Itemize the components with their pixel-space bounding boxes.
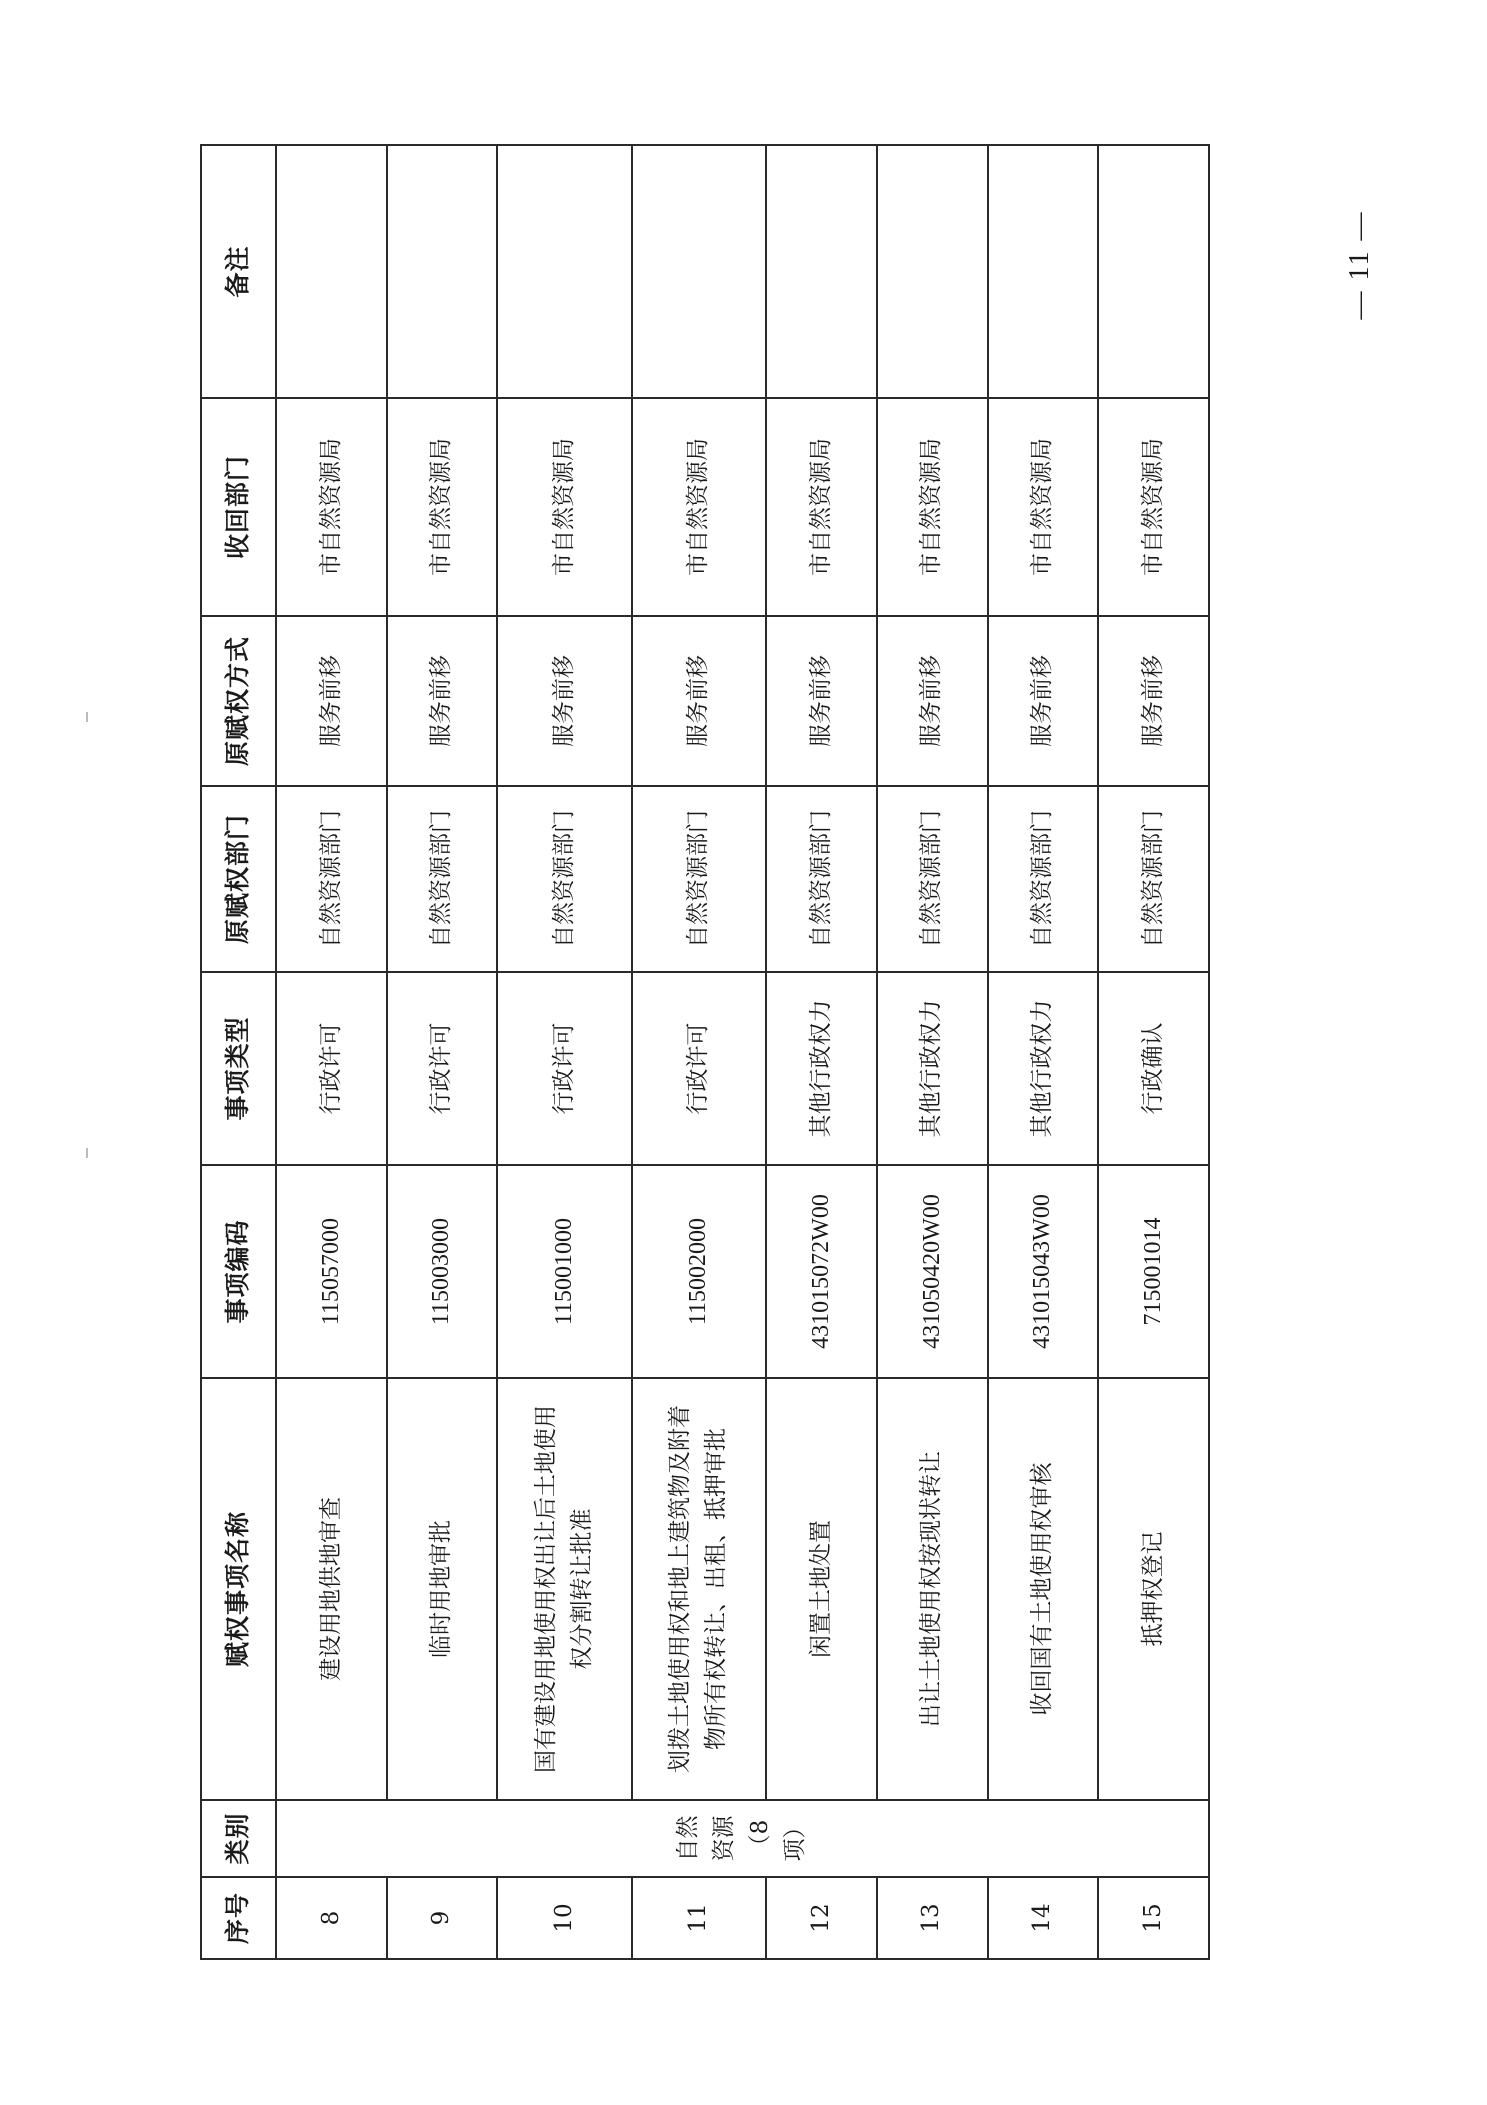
cell-orig-method: 服务前移 [988, 616, 1099, 786]
cell-recall-dept: 市自然资源局 [988, 398, 1099, 616]
header-orig-dept: 原赋权部门 [201, 786, 276, 972]
cell-recall-dept: 市自然资源局 [766, 398, 877, 616]
cell-recall-dept: 市自然资源局 [632, 398, 766, 616]
cell-remark [988, 145, 1099, 398]
cell-recall-dept: 市自然资源局 [877, 398, 988, 616]
cell-name: 闲置土地处置 [766, 1378, 877, 1800]
cell-code: 115001000 [497, 1165, 631, 1378]
cell-recall-dept: 市自然资源局 [497, 398, 631, 616]
cell-remark [497, 145, 631, 398]
table-row [1098, 145, 1209, 1959]
cell-name: 国有建设用地使用权出让后土地使用权分割转让批准 [497, 1378, 631, 1800]
cell-orig-method: 服务前移 [1098, 616, 1209, 786]
cell-orig-dept: 自然资源部门 [877, 786, 988, 972]
cell-recall-dept: 市自然资源局 [387, 398, 498, 616]
cell-seq: 9 [387, 1877, 498, 1959]
scan-artifact [86, 1148, 88, 1158]
cell-orig-dept: 自然资源部门 [766, 786, 877, 972]
scan-artifact [86, 712, 88, 722]
cell-orig-dept: 自然资源部门 [497, 786, 631, 972]
cell-type: 其他行政权力 [766, 972, 877, 1165]
cell-seq: 12 [766, 1877, 877, 1959]
cell-seq: 13 [877, 1877, 988, 1959]
cell-name: 建设用地供地审查 [276, 1378, 387, 1800]
cell-name: 划拨土地使用权和地上建筑物及附着物所有权转让、出租、抵押审批 [632, 1378, 766, 1800]
cell-remark [632, 145, 766, 398]
table-row [988, 145, 1099, 1959]
cell-type: 行政许可 [632, 972, 766, 1165]
header-type: 事项类型 [201, 972, 276, 1165]
cell-remark [1098, 145, 1209, 398]
table-row [877, 145, 988, 1959]
cell-orig-dept: 自然资源部门 [632, 786, 766, 972]
cell-type: 行政许可 [276, 972, 387, 1165]
cell-orig-method: 服务前移 [387, 616, 498, 786]
table-row [632, 145, 766, 1959]
cell-name: 收回国有土地使用权审核 [988, 1378, 1099, 1800]
cell-orig-dept: 自然资源部门 [387, 786, 498, 972]
header-row [201, 145, 276, 1959]
cell-type: 行政确认 [1098, 972, 1209, 1165]
header-orig-method: 原赋权方式 [201, 616, 276, 786]
header-seq: 序号 [201, 1877, 276, 1959]
cell-type: 行政许可 [387, 972, 498, 1165]
cell-remark [276, 145, 387, 398]
cell-name: 临时用地审批 [387, 1378, 498, 1800]
cell-seq: 14 [988, 1877, 1099, 1959]
table-row [276, 145, 387, 1959]
cell-seq: 11 [632, 1877, 766, 1959]
cell-orig-method: 服务前移 [632, 616, 766, 786]
rotated-table-wrapper [200, 146, 1210, 1960]
cell-code: 431015072W00 [766, 1165, 877, 1378]
cell-seq: 8 [276, 1877, 387, 1959]
cell-type: 行政许可 [497, 972, 631, 1165]
cell-name: 抵押权登记 [1098, 1378, 1209, 1800]
cell-code: 715001014 [1098, 1165, 1209, 1378]
cell-remark [766, 145, 877, 398]
cell-orig-method: 服务前移 [497, 616, 631, 786]
cell-orig-dept: 自然资源部门 [988, 786, 1099, 972]
page-number [1340, 190, 1380, 340]
header-recall-dept: 收回部门 [201, 398, 276, 616]
cell-orig-dept: 自然资源部门 [276, 786, 387, 972]
cell-recall-dept: 市自然资源局 [276, 398, 387, 616]
cell-type: 其他行政权力 [877, 972, 988, 1165]
cell-recall-dept: 市自然资源局 [1098, 398, 1209, 616]
cell-seq: 10 [497, 1877, 631, 1959]
table-row [766, 145, 877, 1959]
cell-remark [387, 145, 498, 398]
header-name: 赋权事项名称 [201, 1378, 276, 1800]
cell-remark [877, 145, 988, 398]
header-code: 事项编码 [201, 1165, 276, 1378]
cell-code: 431015043W00 [988, 1165, 1099, 1378]
cell-orig-method: 服务前移 [766, 616, 877, 786]
table-row [497, 145, 631, 1959]
header-category: 类别 [201, 1800, 276, 1877]
cell-code: 115002000 [632, 1165, 766, 1378]
table-row [387, 145, 498, 1959]
cell-orig-method: 服务前移 [276, 616, 387, 786]
page-number-text: — 11 — [1344, 210, 1375, 320]
cell-seq: 15 [1098, 1877, 1209, 1959]
header-remark: 备注 [201, 145, 276, 398]
cell-code: 115003000 [387, 1165, 498, 1378]
cell-code: 115057000 [276, 1165, 387, 1378]
cell-code: 431050420W00 [877, 1165, 988, 1378]
cell-name: 出让土地使用权按现状转让 [877, 1378, 988, 1800]
authority-recall-table [200, 144, 1210, 1960]
cell-orig-dept: 自然资源部门 [1098, 786, 1209, 972]
cell-category: 自然资源（8项） [276, 1800, 1209, 1877]
cell-type: 其他行政权力 [988, 972, 1099, 1165]
cell-orig-method: 服务前移 [877, 616, 988, 786]
